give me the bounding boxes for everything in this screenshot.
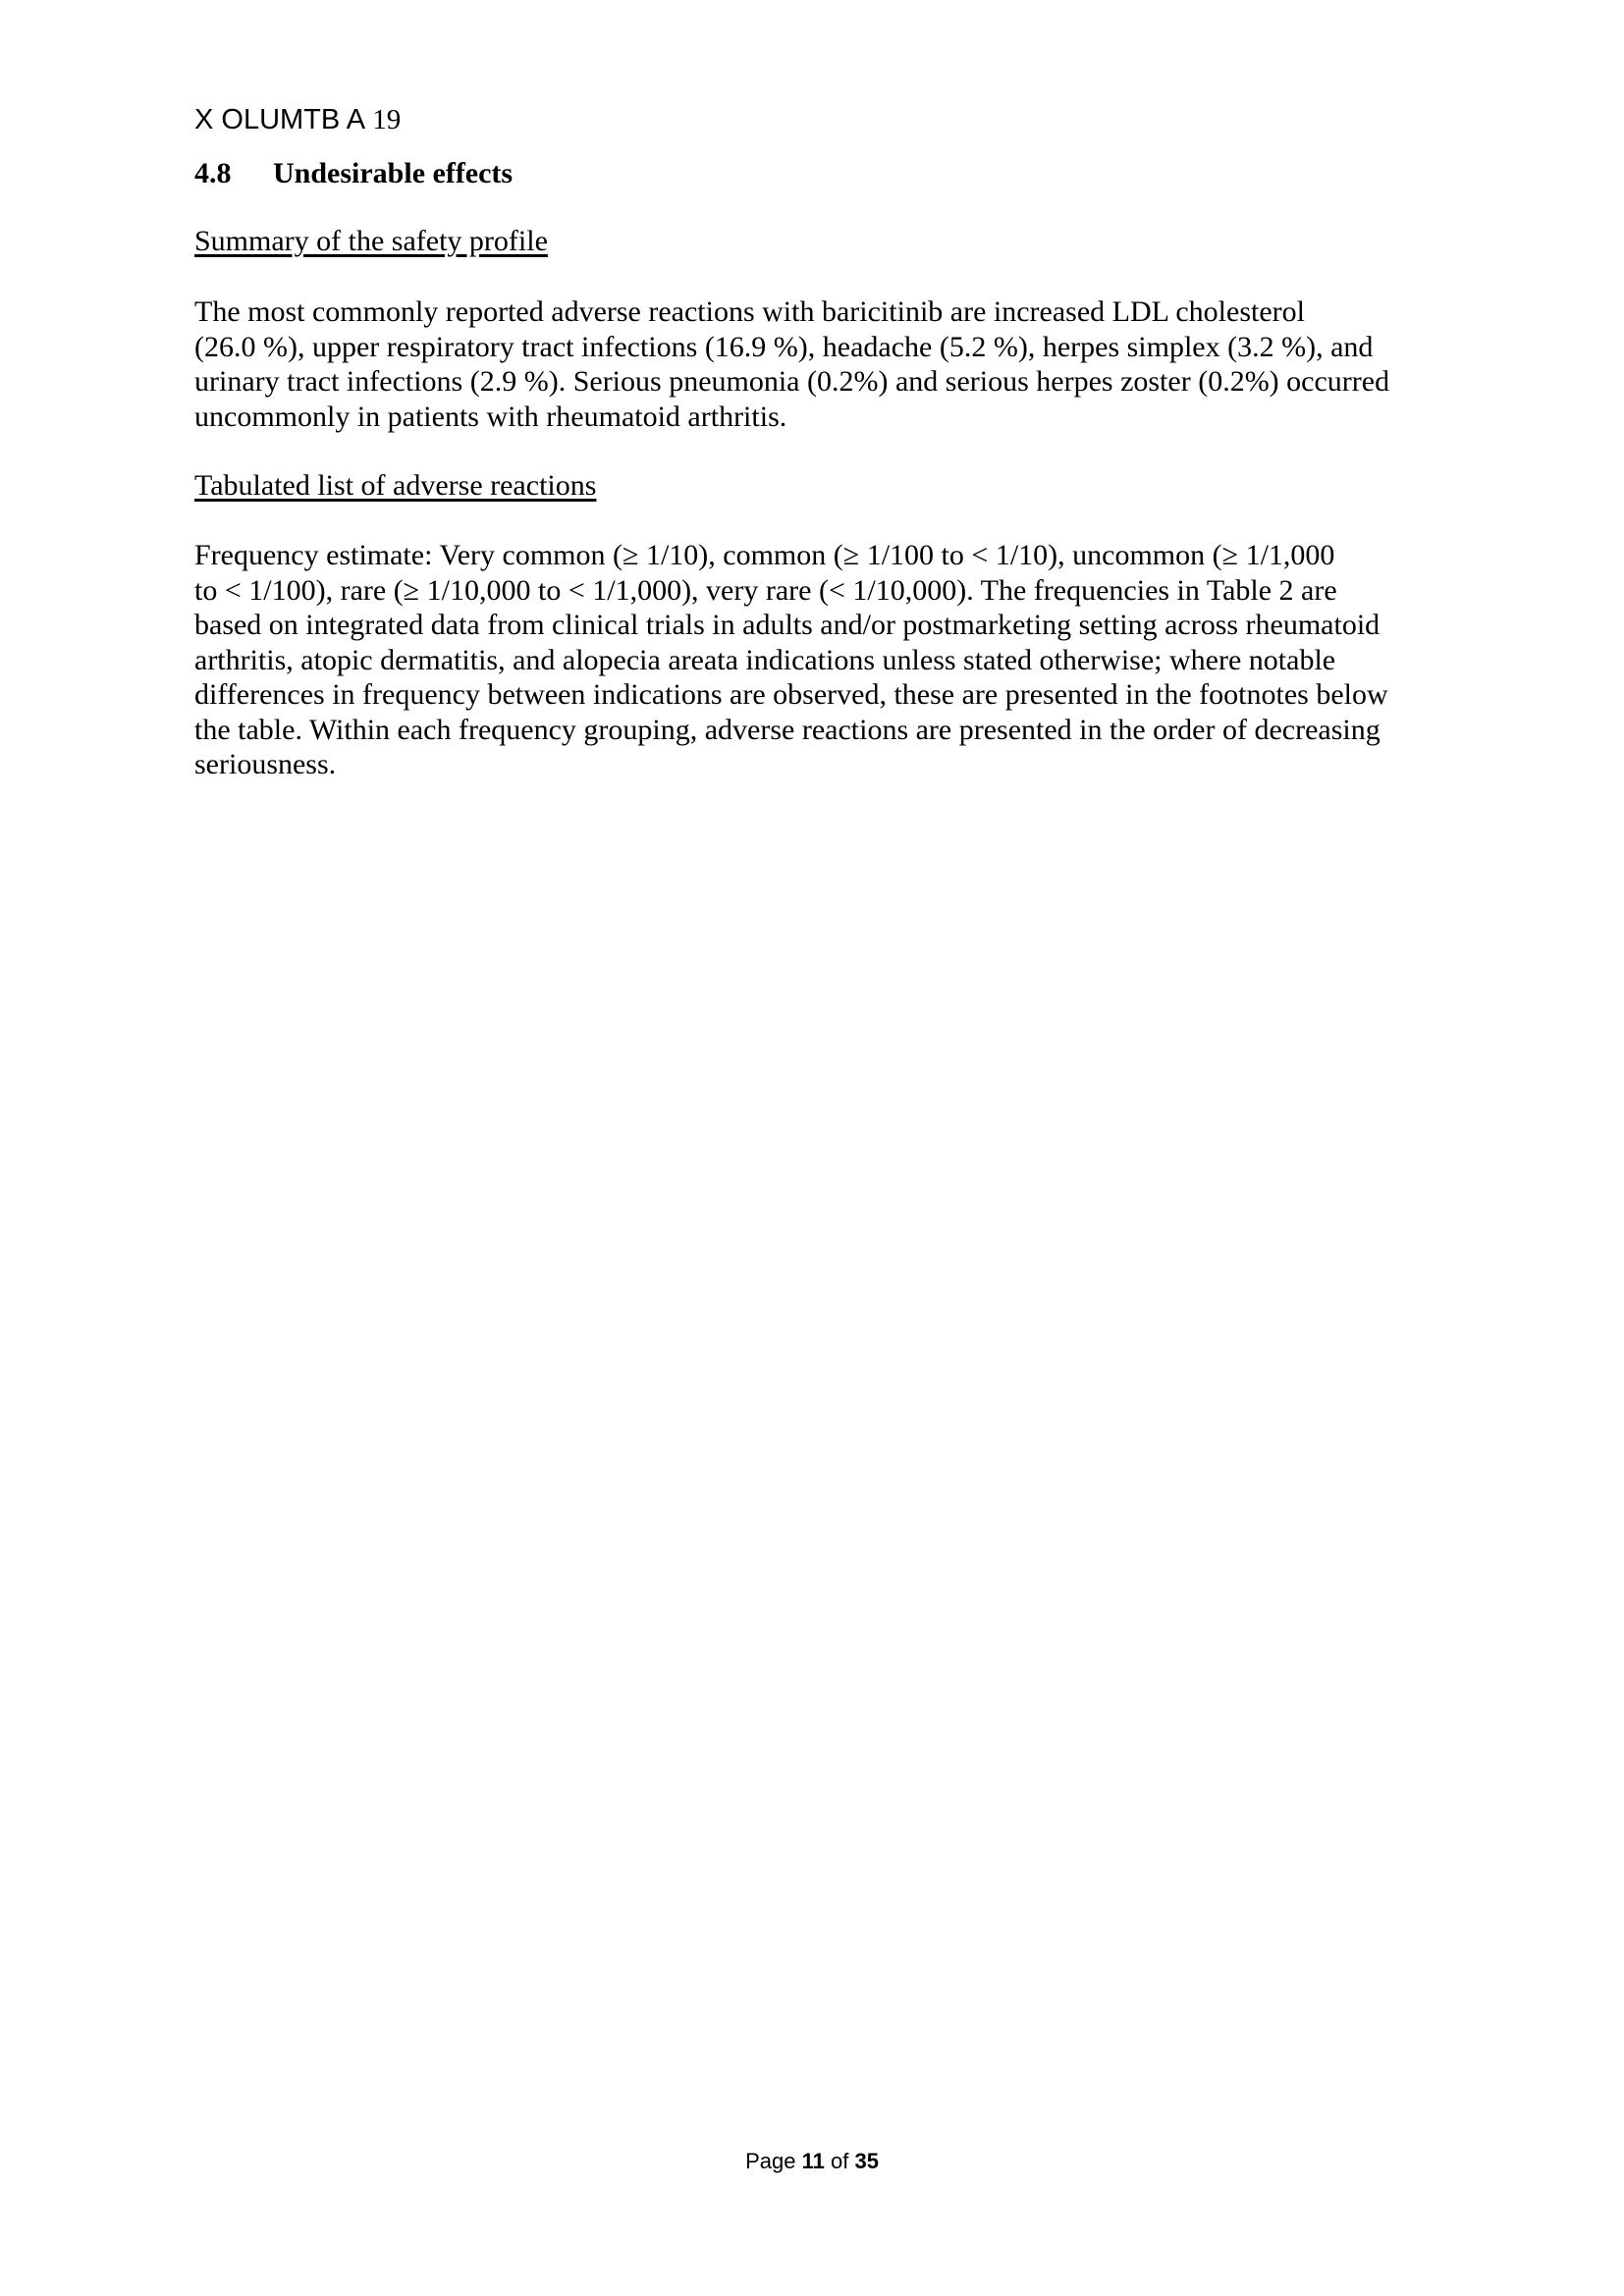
summary-line: uncommonly in patients with rheumatoid arthritis. <box>194 400 787 433</box>
summary-line: (26.0 %), upper respiratory tract infections (16.9 %), headache (5.2 %), herpes simplex (3.2 %), and <box>194 330 1374 363</box>
frequency-paragraph <box>194 538 1441 782</box>
document-header <box>194 102 401 137</box>
header-number: 19 <box>372 104 402 135</box>
current-page-number: 11 <box>801 2149 825 2173</box>
header-brand: X OLUMTB A <box>194 104 366 135</box>
frequency-line: arthritis, atopic dermatitis, and alopecia areata indications unless stated otherwise; where notable <box>194 643 1336 676</box>
tabulated-heading: Tabulated list of adverse reactions <box>194 469 597 502</box>
section-number: 4.8 <box>194 157 232 189</box>
page-label: Page <box>745 2149 796 2173</box>
frequency-line: to < 1/100), rare (≥ 1/10,000 to < 1/1,000), very rare (< 1/10,000). The frequencies in Table 2 are <box>194 573 1337 607</box>
section-title: Undesirable effects <box>273 157 514 189</box>
summary-paragraph <box>194 294 1441 434</box>
frequency-line: the table. Within each frequency grouping, adverse reactions are presented in the order of decreasing <box>194 713 1380 746</box>
frequency-line: seriousness. <box>194 748 337 780</box>
frequency-line: based on integrated data from clinical trials in adults and/or postmarketing setting across rheumatoid <box>194 609 1380 641</box>
summary-line: The most commonly reported adverse reactions with baricitinib are increased LDL cholesterol <box>194 295 1305 328</box>
section-heading <box>194 155 513 192</box>
summary-heading: Summary of the safety profile <box>194 225 548 257</box>
total-pages-number: 35 <box>854 2149 879 2173</box>
frequency-line: differences in frequency between indications are observed, these are presented in the footnotes below <box>194 678 1388 711</box>
page-footer <box>0 2148 1624 2175</box>
frequency-line: Frequency estimate: Very common (≥ 1/10), common (≥ 1/100 to < 1/10), uncommon (≥ 1/1,000 <box>194 539 1335 571</box>
of-label: of <box>830 2149 849 2173</box>
summary-line: urinary tract infections (2.9 %). Serious pneumonia (0.2%) and serious herpes zoster (0.2%) occurred <box>194 365 1390 398</box>
